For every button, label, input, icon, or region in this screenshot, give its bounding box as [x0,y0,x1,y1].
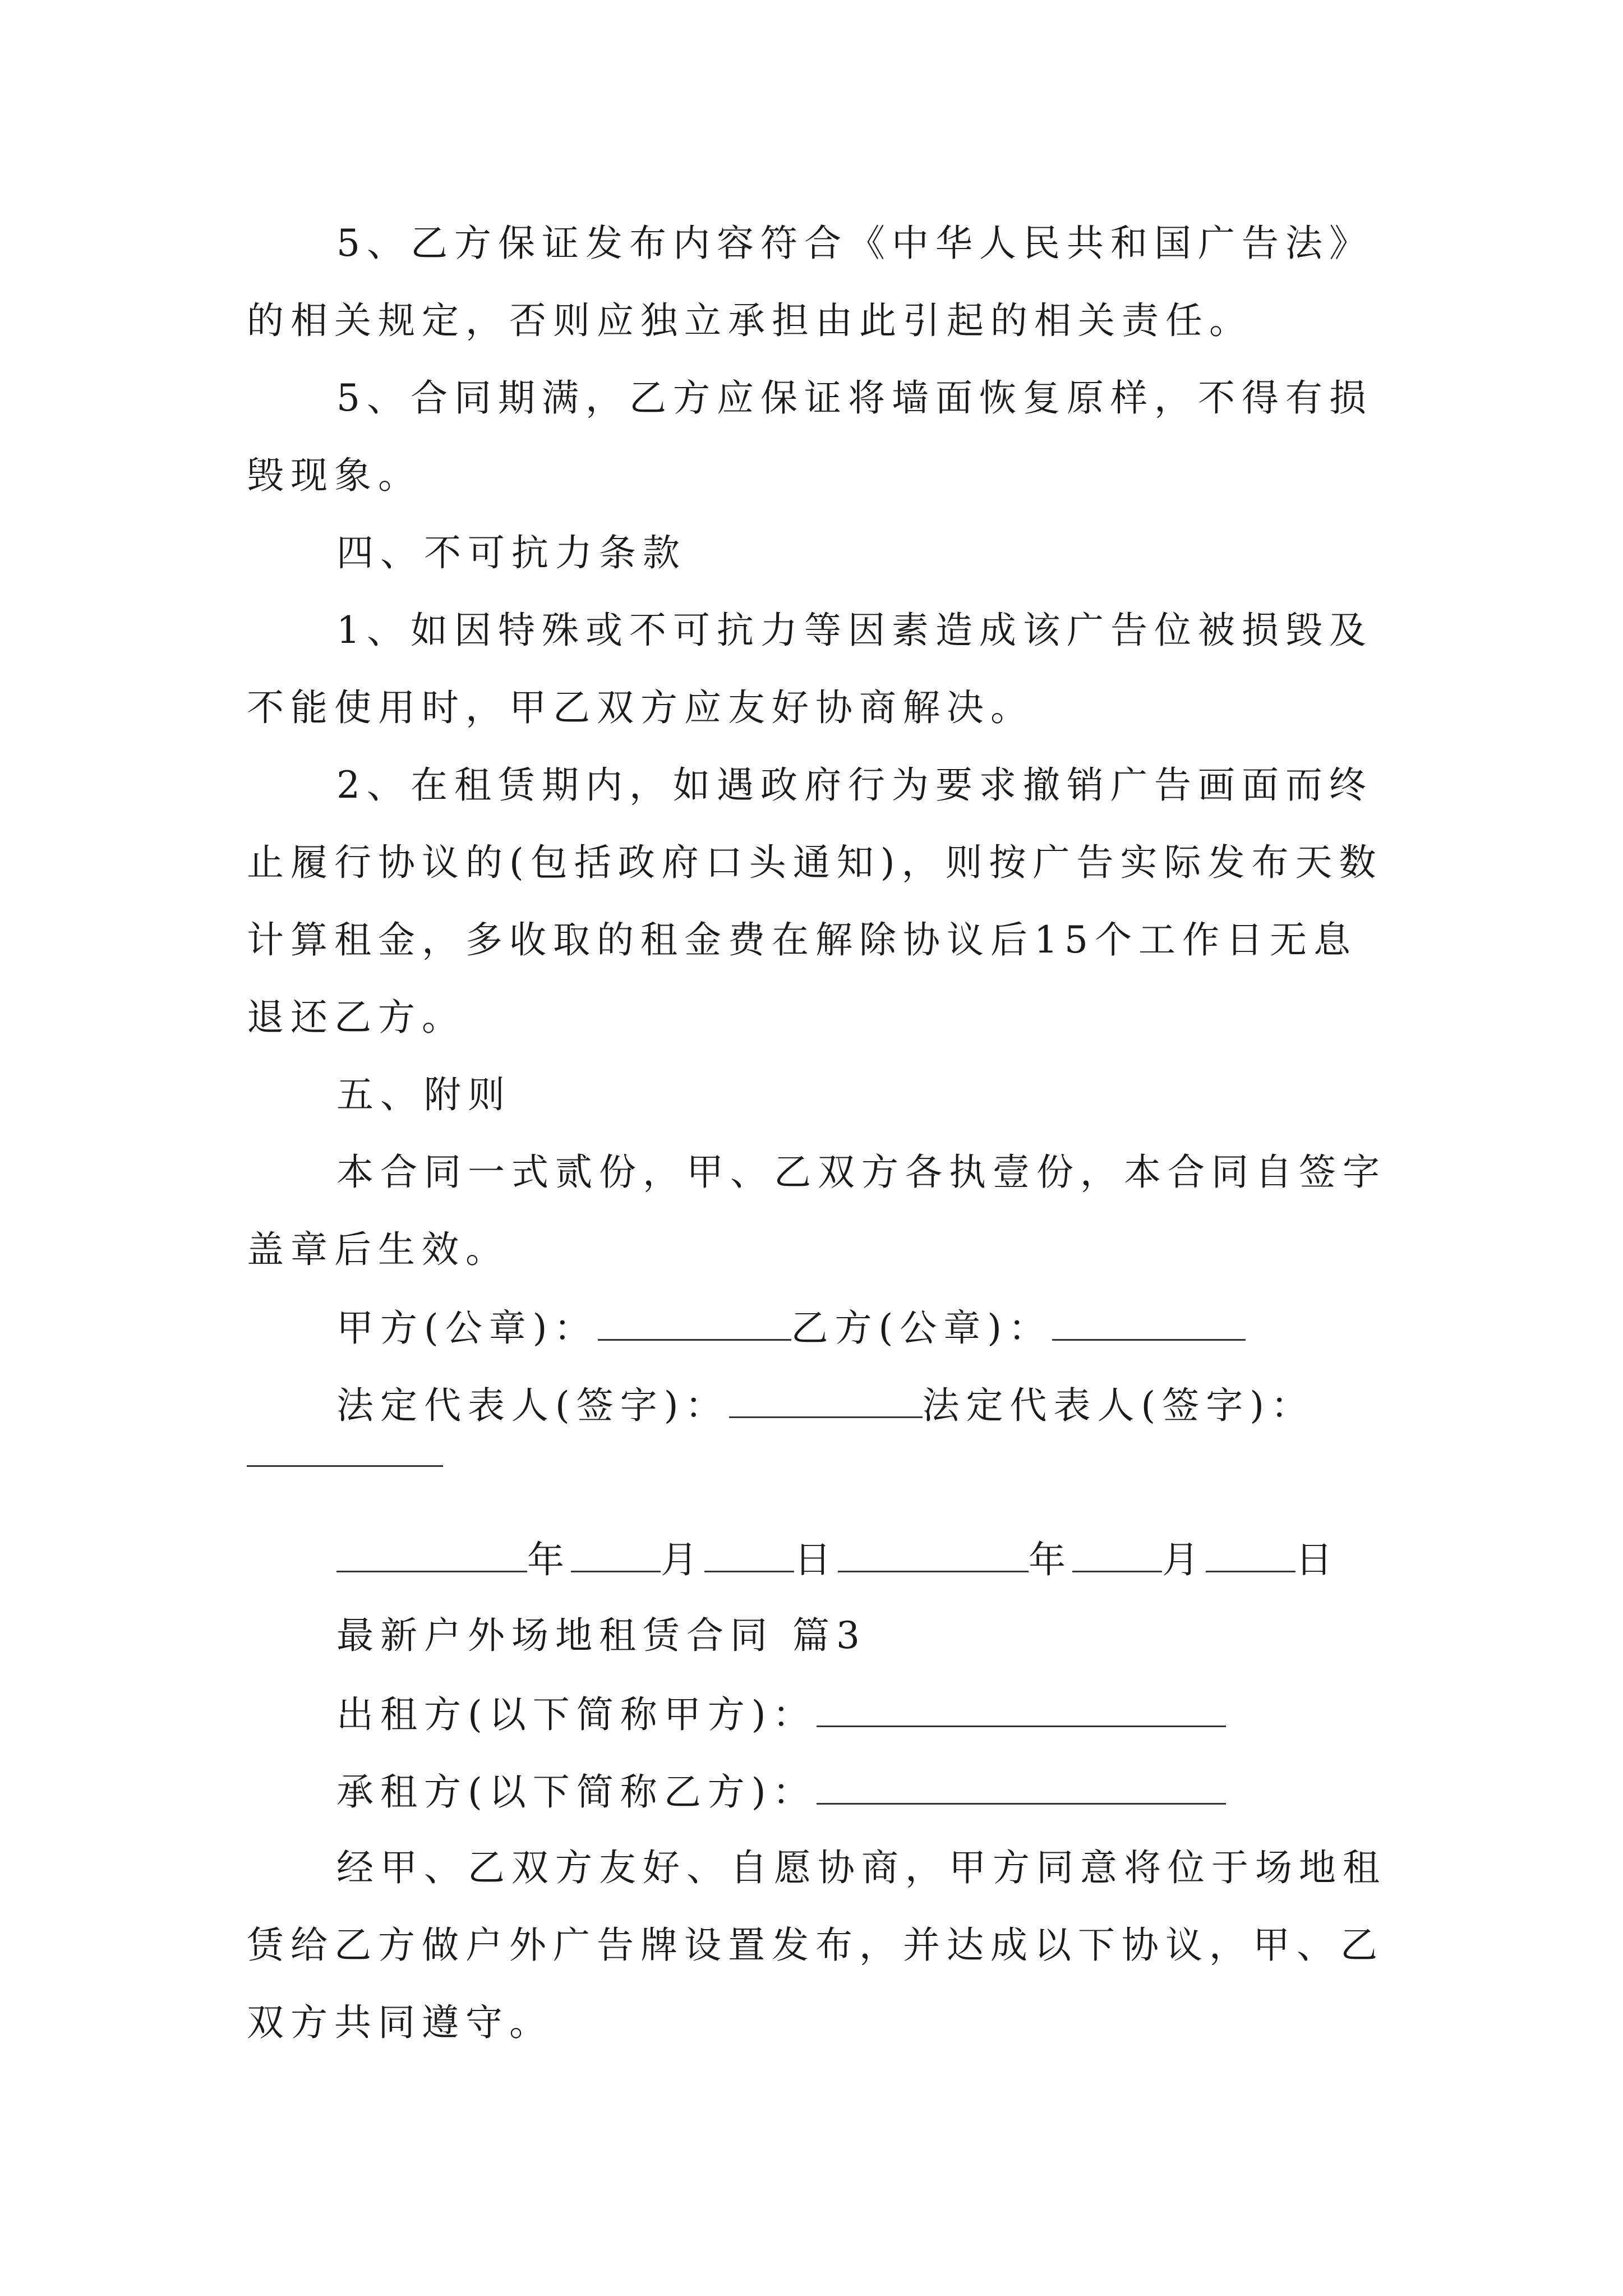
lessee-line [336,1768,1396,1813]
party-a-month-label: 月 [661,1538,704,1581]
party-b-year-blank[interactable] [838,1536,1029,1572]
clause-5-expiry: 5、合同期满，乙方应保证将墙面恢复原样，不得有损 [336,376,1373,420]
supplementary-text-cont: 盖章后生效。 [247,1228,509,1271]
party-a-year-blank[interactable] [336,1536,527,1572]
clause-5-content: 5、乙方保证发布内容符合《中华人民共和国广告法》 [336,222,1373,265]
section-heading-force-majeure: 四、不可抗力条款 [336,531,686,574]
lessee-label: 承租方(以下简称乙方)： [336,1770,817,1814]
party-b-month-blank[interactable] [1072,1536,1162,1572]
agreement-text-cont-1: 赁给乙方做户外广告牌设置发布，并达成以下协议，甲、乙 [247,1924,1384,1967]
party-a-year-label: 年 [527,1538,571,1581]
party-b-seal-blank[interactable] [1052,1304,1246,1341]
agreement-text: 经甲、乙双方友好、自愿协商，甲方同意将位于场地租 [336,1846,1386,1889]
contract-title: 最新户外场地租赁合同 篇3 [336,1614,866,1657]
agreement-text-cont-2: 双方共同遵守。 [247,2001,553,2044]
party-a-month-blank[interactable] [571,1536,661,1572]
party-b-seal-label: 乙方(公章)： [791,1306,1052,1350]
force-majeure-item-2-cont-2: 计算租金，多收取的租金费在解除协议后15个工作日无息 [247,918,1357,961]
force-majeure-item-2: 2、在租赁期内，如遇政府行为要求撤销广告画面而终 [336,763,1373,807]
party-a-representative-blank[interactable] [729,1382,923,1418]
force-majeure-item-2-cont-3: 退还乙方。 [247,996,465,1039]
seal-line [336,1304,1396,1349]
force-majeure-item-2-cont-1: 止履行协议的(包括政府口头通知)，则按广告实际发布天数 [247,841,1383,884]
party-b-year-label: 年 [1029,1538,1072,1581]
party-a-day-label: 日 [794,1538,838,1581]
party-b-representative-label: 法定代表人(签字)： [922,1384,1315,1427]
supplementary-text: 本合同一式贰份，甲、乙双方各执壹份，本合同自签字 [336,1151,1386,1194]
party-a-day-blank[interactable] [704,1536,794,1572]
party-b-day-label: 日 [1295,1538,1339,1581]
party-a-seal-blank[interactable] [598,1304,791,1341]
representative-line [336,1382,1396,1427]
party-b-day-blank[interactable] [1206,1536,1295,1572]
party-a-seal-label: 甲方(公章)： [336,1306,598,1350]
lessor-label: 出租方(以下简称甲方)： [336,1693,817,1736]
lessee-blank[interactable] [817,1768,1226,1805]
clause-5-content-cont: 的相关规定，否则应独立承担由此引起的相关责任。 [247,299,1253,342]
lessor-blank[interactable] [817,1691,1226,1727]
section-heading-supplementary: 五、附则 [336,1073,511,1116]
party-a-representative-label: 法定代表人(签字)： [336,1384,729,1427]
date-line [336,1536,1396,1581]
party-b-representative-blank[interactable] [247,1465,443,1467]
force-majeure-item-1: 1、如因特殊或不可抗力等因素造成该广告位被损毁及 [336,609,1373,652]
clause-5-expiry-cont: 毁现象。 [247,454,422,497]
lessor-line [336,1691,1396,1736]
party-b-month-label: 月 [1162,1538,1206,1581]
force-majeure-item-1-cont: 不能使用时，甲乙双方应友好协商解决。 [247,686,1034,729]
